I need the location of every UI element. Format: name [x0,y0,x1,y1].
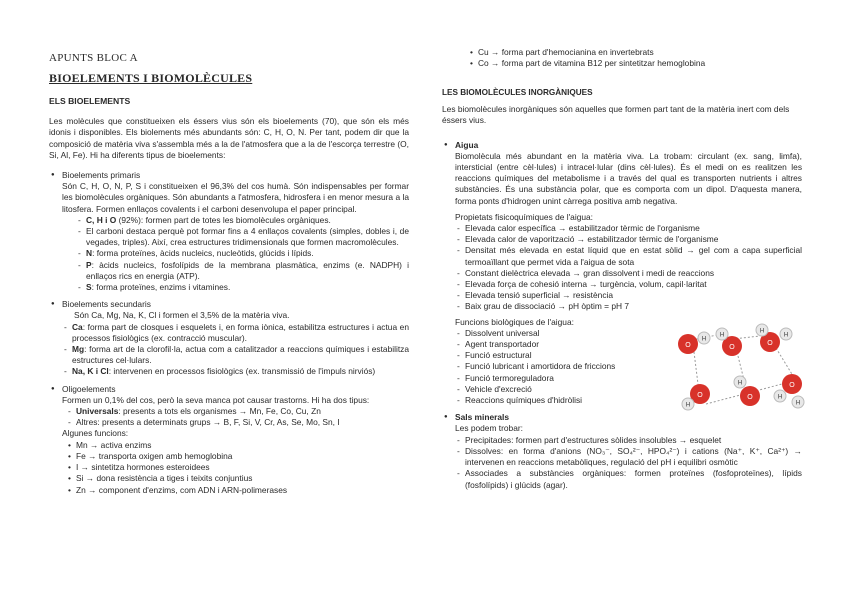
list-item: - Elevada calor específica → estabilitzador tèrmic de l'organisme [455,223,802,234]
svg-text:H: H [685,402,691,409]
secundaris-list [62,322,409,378]
bioelements-section [49,96,409,496]
list-item: - Altres: presents a determinats grups → B, F, Si, V, Cr, As, Se, Mo, Sn, I [66,417,409,428]
list-item: - Precipitades: formen part d'estructures sòlides insolubles → esquelet [455,435,802,446]
sals-text: Les podem trobar: [455,423,523,434]
svg-text:H: H [759,328,765,335]
svg-text:H: H [783,332,789,339]
svg-text:H: H [737,380,743,387]
sals-list [455,435,802,491]
list-item: - Na, K i Cl: intervenen en processos fisiològics (ex. transmissió de l'impuls nirviós) [62,366,409,377]
water-molecule [734,376,760,406]
oligo-types [66,406,409,428]
list-item: - Ca: forma part de closques i esquelets i, en forma iònica, estabilitza estructures i actua en processos fisiològics (ex. contracció muscular). [62,322,409,344]
list-item: - Agent transportador [455,339,802,350]
list-item: - Baix grau de dissociació → pH òptim = pH 7 [455,301,802,312]
section-heading-inorganic: LES BIOMOLÈCULES INORGÀNIQUES [442,88,593,97]
list-item: - Densitat més elevada en estat líquid que en estat sòlid → gel com a capa superficial termoaïllant que permet vida a l'aigua de sota [455,245,802,267]
list-item: • Zn → component d'enzims, com ADN i ARN-polimerases [66,485,409,496]
list-item: - Elevada calor de vaporització → estabilitzador tèrmic de l'organisme [455,234,802,245]
list-item: - Elevada força de cohesió interna → turgència, volum, capil·laritat [455,279,802,290]
aigua-label: ● Aigua [455,139,479,150]
list-item: • Cu → forma part d'hemocianina en invertebrats [468,47,802,58]
oligo-label: ● Oligoelements [62,383,116,394]
list-item: - Mg: forma art de la clorofil·la, actua com a catalitzador a reaccions químiques i estabilitza estructures cel·lulars. [62,344,409,366]
list-item: - P: àcids nucleics, fosfolípids de la membrana plasmàtica, enzims (e. NADPH) i enllaços rics en energia (ATP). [76,260,409,282]
svg-text:H: H [701,336,707,343]
primaris-text: Són C, H, O, N, P, S i constitueixen el 96,3% del cos humà. Són indispensables per formar les biomolècules orgàniques. Són abundants a l'atmosfera, hidrosfera i en menor mesura a la litosfera. Formen enllaços covalents i el carboni desenvolupa el paper principal. [62,181,409,214]
oligo-functions-continued [468,47,802,69]
list-item: - Vehicle d'excreció [455,384,802,395]
list-item: - Funció estructural [455,350,802,361]
list-item: - Funció termoreguladora [455,373,802,384]
bioelements-intro: Les molècules que constitueixen els éssers vius són els bioelements (70), que són els més idonis i disponibles. Els biolements més abundants són: C, H, O, N. Per tant, podem dir que la composició de matèria viva s'assembla més a la de l'atmosfera que a la de l'escorça terrestre (O, Si, Al, Fe). Hi ha diferents tipus de bioelements: [49,116,409,160]
list-item: • Si → dona resistència a tiges i teixits conjuntius [66,473,409,484]
list-item: • Fe → transporta oxigen amb hemoglobina [66,451,409,462]
list-item-sals [442,412,802,490]
section-heading-bioelements: ELS BIOELEMENTS [49,96,131,106]
aigua-props [455,223,802,313]
list-item: - Reaccions químiques d'hidròlisi [455,395,802,406]
list-item: - Dissolvent universal [455,328,802,339]
page-title: BIOELEMENTS I BIOMOLÈCULES [49,71,253,85]
oligo-functions [66,440,409,496]
list-item-oligo [49,384,409,496]
list-item: • Co → forma part de vitamina B12 per sintetitzar hemoglobina [468,58,802,69]
water-molecule [716,328,742,356]
svg-text:O: O [697,392,703,399]
list-item: - N: forma proteïnes, àcids nucleics, nucleòtids, glúcids i lípids. [76,248,409,259]
secundaris-label: ● Bioelements secundaris [62,299,151,310]
svg-text:O: O [685,342,691,349]
list-item: - C, H i O (92%): formen part de totes les biomolècules orgàniques. [76,215,409,226]
svg-text:O: O [789,382,795,389]
secundaris-text: Són Ca, Mg, Na, K, Cl i formen el 3,5% de la matèria viva. [74,310,290,321]
water-molecule [682,384,710,410]
list-item: • I → sintetitza hormones esteroidees [66,462,409,473]
list-item-primaris [49,170,409,293]
svg-text:H: H [719,332,725,339]
oligo-functions-label: Algunes funcions: [62,428,129,439]
list-item: - S: forma proteïnes, enzims i vitamines. [76,282,409,293]
list-item-secundaris [49,299,409,377]
list-item: - Universals: presents a tots els organismes → Mn, Fe, Co, Cu, Zn [66,406,409,417]
svg-text:H: H [795,400,801,407]
svg-text:O: O [767,340,773,347]
water-molecule [756,324,792,352]
list-item: - Dissolves: en forma d'anions (NO₃⁻, SO₄²⁻, HPO₄²⁻) i cations (Na⁺, K⁺, Ca²⁺) → intervenen en reaccions metabòliques, regulació del pH i equilibri osmòtic [455,446,802,468]
list-item: - Elevada tensió superficial → resistència [455,290,802,301]
list-item: - Associades a substàncies orgàniques: formen proteïnes (fosfoproteïnes), lípids (fosfolípids) i glúcids (agar). [455,468,802,490]
list-item: - El carboni destaca perquè pot formar fins a 4 enllaços covalents (simples, dobles i, de vegades, triples). Així, crea estructures tridimensionals que formen macromolècules. [76,226,409,248]
svg-text:O: O [729,344,735,351]
sals-label: ● Sals minerals [455,412,510,423]
water-molecule [774,374,804,408]
water-molecule [678,332,710,354]
primaris-label: ● Bioelements primaris [62,170,141,181]
apunts-label: APUNTS BLOC A [49,52,138,64]
bioelement-types [49,170,409,496]
oligo-text: Formen un 0,1% del cos, però la seva manca pot causar trastorns. Hi ha dos tipus: [62,394,370,405]
aigua-funcs-label: Funcions biològiques de l'aigua: [455,316,574,327]
aigua-props-label: Propietats fisicoquímiques de l'aigua: [455,211,594,222]
aigua-text: Biomolècula més abundant en la matèria viva. La trobam: circulant (ex. sang, limfa), intersticial (entre cèl·lules) i intracel·lular (dins cèl·lules). És el medi on es realitzen les reaccions químiques del metabolisme i a través del qual es transporten nutrients i altres substàncies. És una substància polar, que es comporta com un dipol. D'aquesta manera, forma ponts d'hidrogen unint càrrega positiva amb negativa. [455,150,802,206]
inorganic-section [442,87,802,491]
water-hydrogen-bond-figure [676,312,811,422]
list-item: • Mn → activa enzims [66,440,409,451]
svg-text:O: O [747,394,753,401]
inorganic-intro: Les biomolècules inorgàniques són aquelles que formen part tant de la matèria inert com dels éssers vius. [442,104,790,126]
primaris-list [76,215,409,293]
list-item: - Constant dielèctrica elevada → gran dissolvent i medi de reaccions [455,268,802,279]
list-item: - Funció lubricant i amortidora de friccions [455,361,802,372]
svg-text:H: H [777,394,783,401]
